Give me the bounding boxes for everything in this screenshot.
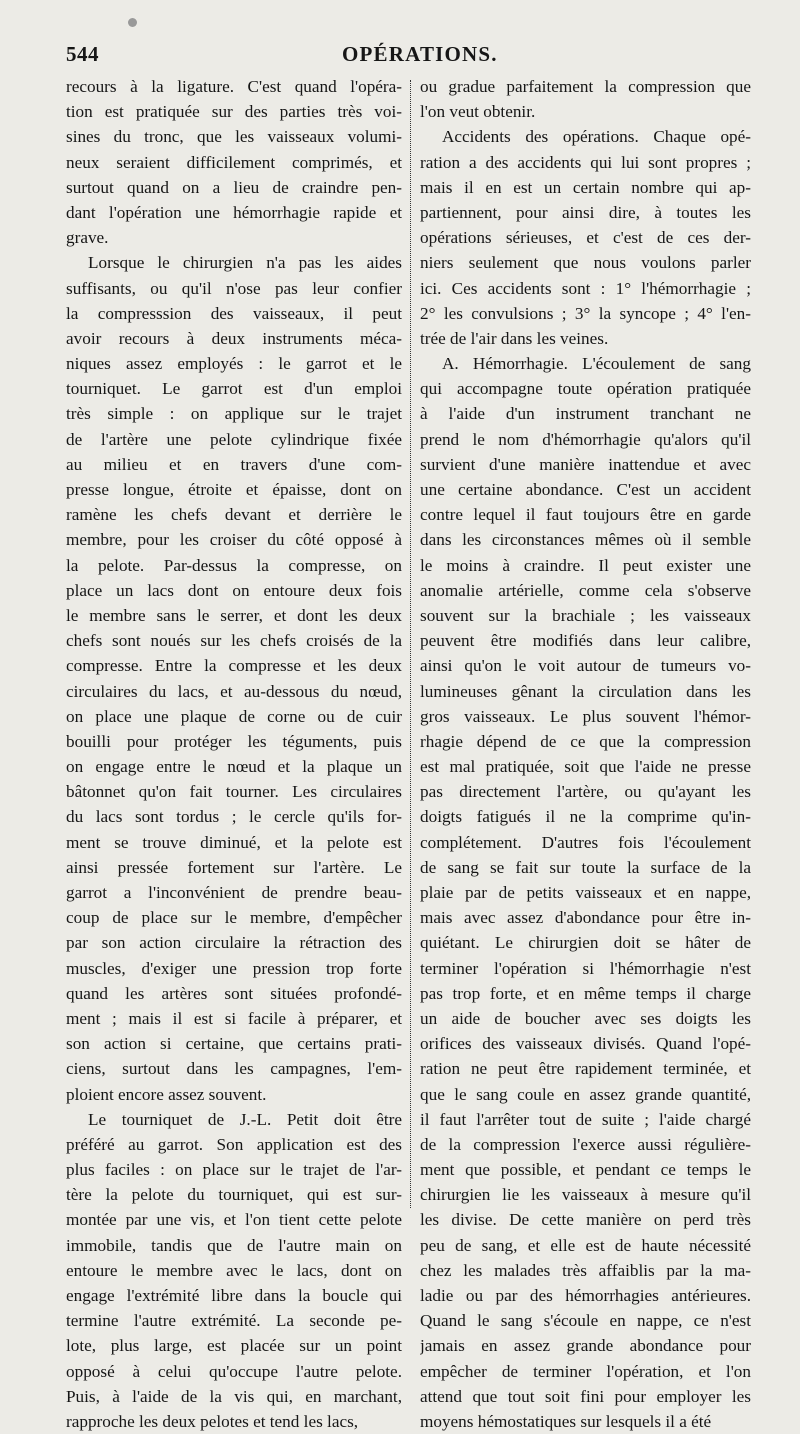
text-line: recours à la ligature. C'est quand l'opéra- — [66, 77, 402, 96]
text-line: chefs sont noués sur les chefs croisés de la — [66, 631, 402, 651]
text-line: opposé à celui qu'occupe l'autre pelote. — [66, 1361, 402, 1381]
text-line: de la compression l'exerce aussi régulière- — [420, 1134, 751, 1154]
text-line: compresse. Entre la compresse et les deux — [66, 656, 402, 676]
text-line: une certaine abondance. C'est un accident — [420, 480, 751, 499]
text-line: surtout quand on a lieu de craindre pen- — [66, 177, 402, 197]
text-line: Lorsque le chirurgien n'a pas les aides — [88, 253, 402, 273]
text-line: que le sang coule en assez grande quantité, — [420, 1084, 751, 1104]
text-line: prend le nom d'hémorrhagie qu'alors qu'il — [420, 429, 751, 449]
text-line: plus faciles : on place sur le trajet de l'ar- — [66, 1160, 402, 1180]
text-line: muscles, d'exiger une pression trop forte — [66, 958, 402, 978]
text-line: ainsi qu'on le voit autour de tumeurs vo- — [420, 656, 751, 676]
text-line: il faut l'arrêter tout de suite ; l'aide chargé — [420, 1109, 751, 1129]
text-line: ici. Ces accidents sont : 1° l'hémorrhagie ; — [420, 278, 751, 298]
text-line: Quand le sang s'écoule en nappe, ce n'est — [420, 1311, 751, 1331]
text-line: sines du tronc, que les vaisseaux volumi- — [66, 127, 402, 147]
running-title: OPÉRATIONS. — [342, 42, 498, 66]
text-line: ment se trouve diminué, et la pelote est — [66, 832, 402, 852]
text-line: préféré au garrot. Son application est des — [66, 1134, 402, 1154]
text-line: rapproche les deux pelotes et tend les lacs, — [66, 1411, 359, 1431]
text-line: complétement. D'autres fois l'écoulement — [420, 832, 751, 852]
text-line: niques assez employés : le garrot et le — [66, 354, 402, 374]
page-header — [66, 42, 752, 74]
text-line: plaie par de petits vaisseaux et en nappe, — [420, 883, 751, 902]
text-line: quand les artères sont situées profondé- — [66, 983, 402, 1003]
text-line: moyens hémostatiques sur lesquels il a été — [420, 1411, 712, 1431]
text-line: A. Hémorrhagie. L'écoulement de sang — [442, 354, 751, 374]
text-line: chirurgien lie les vaisseaux à mesure qu'il — [420, 1185, 751, 1205]
ink-speck — [128, 18, 137, 27]
text-line: son action si certaine, que certains prati- — [66, 1034, 402, 1054]
text-line: dans les circonstances mêmes où il semble — [420, 530, 751, 550]
text-line: de sang se fait sur toute la surface de la — [420, 857, 751, 877]
text-line: du lacs sont tordus ; le cercle qu'ils for- — [66, 807, 402, 827]
text-line: peuvent être modifiés dans leur calibre, — [420, 631, 751, 651]
text-line: immobile, tandis que de l'autre main on — [66, 1235, 402, 1255]
column-divider — [410, 80, 412, 1208]
text-line: engage l'extrémité libre dans la boucle qui — [66, 1286, 402, 1305]
text-line: Le tourniquet de J.-L. Petit doit être — [88, 1109, 402, 1129]
text-line: rhagie dépend de ce que la compression — [420, 731, 751, 751]
text-line: doigts fatigués il ne la comprime qu'in- — [420, 807, 751, 827]
text-line: gros vaisseaux. Le plus souvent l'hémor- — [420, 706, 751, 726]
text-line: dant l'opération une hémorrhagie rapide et — [66, 202, 402, 222]
text-line: souvent sur la brachiale ; les vaisseaux — [420, 605, 751, 625]
text-line: partiennent, pour ainsi dire, à toutes les — [420, 202, 751, 222]
text-line: de l'artère une pelote cylindrique fixée — [66, 429, 402, 449]
text-line: bâtonnet qu'on fait tourner. Les circulaires — [66, 782, 402, 802]
text-line: niers seulement que nous voulons parler — [420, 253, 751, 273]
text-line: place un lacs dont on entoure deux fois — [66, 580, 402, 600]
text-line: contre lequel il faut toujours être en garde — [420, 505, 751, 525]
text-line: le moins à craindre. Il peut exister une — [420, 555, 751, 575]
text-line: opérations sérieuses, et c'est de ces der- — [420, 228, 751, 248]
left-text-column — [66, 74, 402, 1434]
text-line: ladie ou par des hémorrhagies antérieures. — [420, 1286, 751, 1305]
text-line: le membre sans le serrer, et dont les deux — [66, 605, 402, 625]
text-line: à l'aide d'un instrument tranchant ne — [420, 404, 751, 424]
text-line: survient d'une manière inattendue et avec — [420, 454, 751, 474]
text-line: mais il en est un certain nombre qui ap- — [420, 177, 751, 197]
text-line: par son action circulaire la rétraction des — [66, 933, 402, 953]
text-line: peu de sang, et elle est de haute nécessité — [420, 1235, 751, 1255]
text-line: un aide de boucher avec ses doigts les — [420, 1008, 751, 1028]
text-line: coup de place sur le membre, d'empêcher — [66, 908, 402, 928]
text-line: Accidents des opérations. Chaque opé- — [442, 127, 751, 147]
text-line: membre, pour les croiser du côté opposé à — [66, 530, 402, 550]
text-line: montée par une vis, et l'on tient cette pelote — [66, 1210, 402, 1230]
text-line: ramène les chefs devant et derrière le — [66, 505, 402, 525]
text-line: circulaires du lacs, et au-dessous du nœud, — [66, 681, 402, 701]
text-line: mais avec assez d'abondance pour être in- — [420, 908, 751, 928]
text-line: ration a des accidents qui lui sont propres ; — [420, 152, 751, 172]
text-line: presse longue, étroite et épaisse, dont on — [66, 480, 402, 499]
text-line: Puis, à l'aide de la vis qui, en marchant, — [66, 1386, 402, 1406]
text-line: jamais en assez grande abondance pour — [420, 1336, 751, 1356]
text-line: garrot a l'inconvénient de prendre beau- — [66, 883, 402, 902]
text-line: très simple : on applique sur le trajet — [66, 404, 402, 424]
text-line: anomalie artérielle, comme cela s'observe — [420, 580, 751, 600]
text-line: lote, plus large, est placée sur un point — [66, 1336, 402, 1356]
text-line: on place une plaque de corne ou de cuir — [66, 706, 402, 726]
text-line: termine l'autre extrémité. La seconde pe- — [66, 1311, 402, 1331]
text-line: ciens, surtout dans les campagnes, l'em- — [66, 1059, 402, 1079]
text-line: pas directement l'artère, ou qu'ayant les — [420, 782, 751, 802]
text-line: ou gradue parfaitement la compression que — [420, 77, 751, 96]
text-line: neux seraient difficilement comprimés, et — [66, 152, 402, 172]
text-line: au milieu et en travers d'une com- — [66, 454, 402, 474]
text-line: ainsi pressée fortement sur l'artère. Le — [66, 857, 402, 877]
text-line: tourniquet. Le garrot est d'un emploi — [66, 379, 402, 399]
right-text-column — [420, 74, 751, 1434]
text-line: orifices des vaisseaux divisés. Quand l'opé- — [420, 1034, 751, 1054]
text-line: trée de l'air dans les veines. — [420, 328, 609, 348]
text-line: ment que possible, et pendant ce temps le — [420, 1160, 751, 1180]
text-line: attend que tout soit fini pour employer les — [420, 1386, 751, 1406]
page-number: 544 — [66, 42, 99, 66]
text-line: chez les malades très affaiblis par la ma- — [420, 1260, 751, 1280]
text-line: empêcher de terminer l'opération, et l'on — [420, 1361, 751, 1381]
text-line: avoir recours à deux instruments méca- — [66, 328, 402, 348]
text-line: suffisants, ou qu'il n'ose pas leur confier — [66, 278, 402, 298]
text-line: les divise. De cette manière on perd très — [420, 1210, 751, 1230]
text-line: quiétant. Le chirurgien doit se hâter de — [420, 933, 751, 953]
text-line: pas trop forte, et en même temps il charge — [420, 983, 751, 1003]
text-line: on engage entre le nœud et la plaque un — [66, 757, 402, 777]
text-line: 2° les convulsions ; 3° la syncope ; 4° l'en- — [420, 303, 751, 323]
text-line: la pelote. Par-dessus la compresse, on — [66, 555, 402, 575]
text-line: qui accompagne toute opération pratiquée — [420, 379, 751, 399]
text-line: tion est pratiquée sur des parties très voi- — [66, 102, 402, 122]
text-line: l'on veut obtenir. — [420, 102, 536, 122]
text-line: ploient encore assez souvent. — [66, 1084, 267, 1104]
text-line: terminer l'opération si l'hémorrhagie n'est — [420, 958, 751, 978]
text-line: ment ; mais il est si facile à préparer, et — [66, 1008, 402, 1028]
text-line: lumineuses gênant la circulation dans les — [420, 681, 751, 701]
text-line: bouilli pour protéger les téguments, puis — [66, 731, 402, 751]
text-line: grave. — [66, 228, 109, 248]
text-line: tère la pelote du tourniquet, qui est sur- — [66, 1185, 402, 1205]
text-line: la compresssion des vaisseaux, il peut — [66, 303, 402, 323]
text-line: ration ne peut être rapidement terminée, et — [420, 1059, 751, 1079]
text-line: est mal pratiquée, soit que l'aide ne presse — [420, 757, 751, 777]
text-line: entoure le membre avec le lacs, dont on — [66, 1260, 402, 1280]
